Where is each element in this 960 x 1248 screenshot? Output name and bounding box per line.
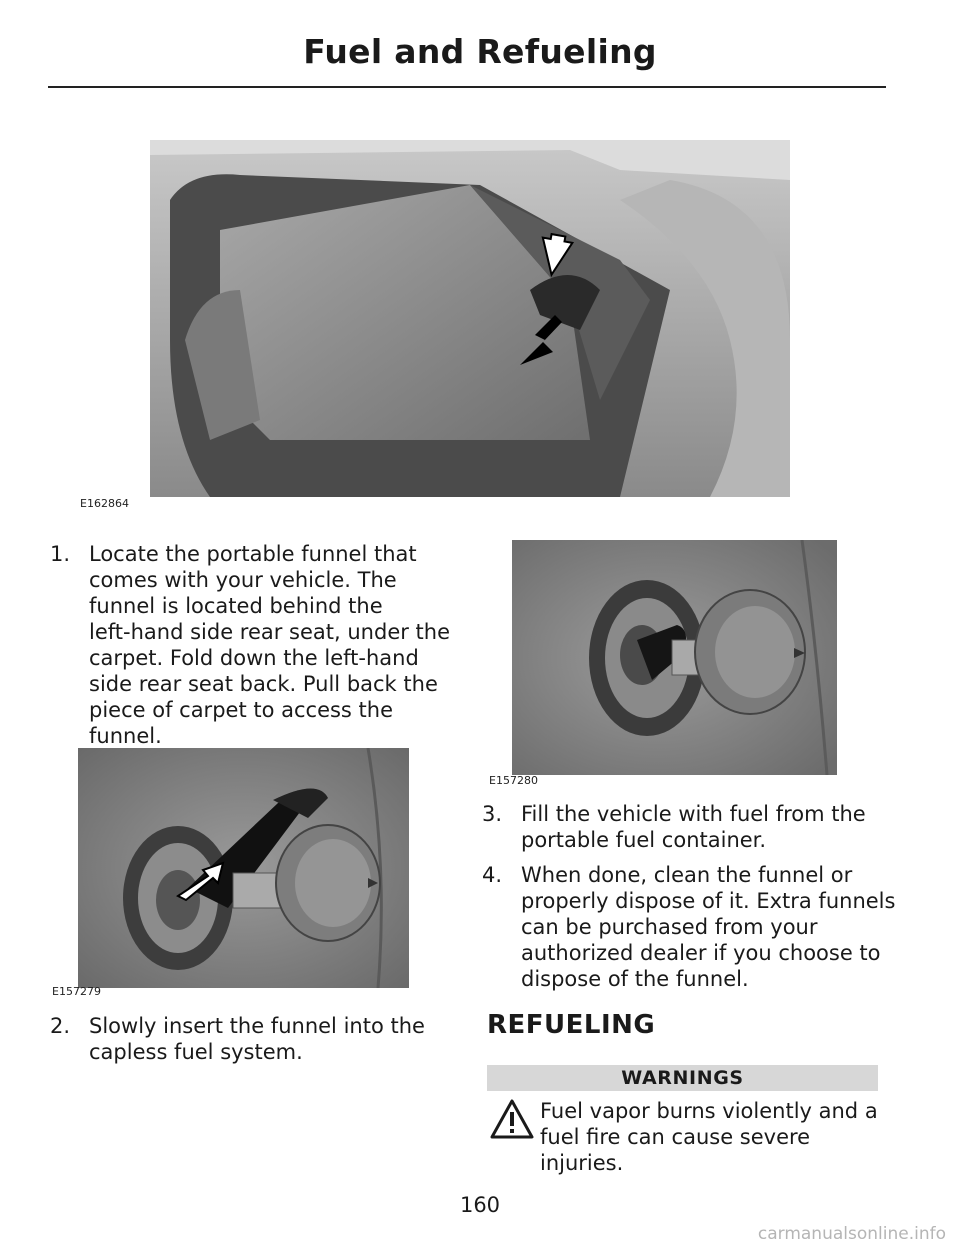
header-rule — [48, 86, 886, 88]
step-line: capless fuel system. — [89, 1040, 303, 1064]
figure-code: E157280 — [489, 774, 538, 787]
step-number: 2. — [50, 1014, 71, 1038]
step-4 — [482, 862, 902, 997]
page-title: Fuel and Refueling — [303, 32, 657, 71]
step-3 — [482, 801, 892, 857]
step-line: dispose of the funnel. — [521, 967, 749, 991]
warning-line: fuel fire can cause severe injuries. — [540, 1125, 811, 1175]
step-line: portable fuel container. — [521, 828, 767, 852]
step-text — [89, 541, 450, 749]
warning-line: Fuel vapor burns violently and a — [540, 1099, 878, 1123]
step-line: authorized dealer if you choose to — [521, 941, 881, 965]
step-line: When done, clean the funnel or — [521, 863, 853, 887]
step-number: 4. — [482, 863, 503, 887]
step-number: 3. — [482, 802, 503, 826]
step-line: left-hand side rear seat, under the — [89, 620, 451, 644]
step-line: funnel. — [89, 724, 162, 748]
figure-rear-seat — [150, 140, 790, 497]
figure-code: E157279 — [52, 985, 101, 998]
page-number: 160 — [459, 1193, 501, 1217]
step-line: Fill the vehicle with fuel from the — [521, 802, 866, 826]
figure-funnel-insert — [78, 748, 409, 988]
step-text — [89, 1013, 425, 1065]
watermark: carmanualsonline.info — [757, 1224, 946, 1244]
step-text — [521, 862, 895, 992]
step-text — [521, 801, 866, 853]
step-line: Slowly insert the funnel into the — [89, 1014, 425, 1038]
step-1 — [50, 541, 460, 751]
step-2 — [50, 1013, 460, 1069]
step-line: side rear seat back. Pull back the — [89, 672, 438, 696]
step-line: Locate the portable funnel that — [89, 542, 417, 566]
step-line: properly dispose of it. Extra funnels — [521, 889, 896, 913]
step-line: comes with your vehicle. The — [89, 568, 397, 592]
warning-text — [540, 1098, 885, 1176]
warnings-heading: WARNINGS — [487, 1065, 878, 1091]
warning-triangle-icon — [489, 1098, 535, 1140]
figure-funnel-seated — [512, 540, 837, 775]
step-line: carpet. Fold down the left-hand — [89, 646, 419, 670]
step-line: piece of carpet to access the — [89, 698, 394, 722]
step-number: 1. — [50, 542, 71, 566]
step-line: can be purchased from your — [521, 915, 818, 939]
step-line: funnel is located behind the — [89, 594, 383, 618]
section-heading: REFUELING — [487, 1010, 656, 1040]
figure-code: E162864 — [80, 497, 129, 510]
